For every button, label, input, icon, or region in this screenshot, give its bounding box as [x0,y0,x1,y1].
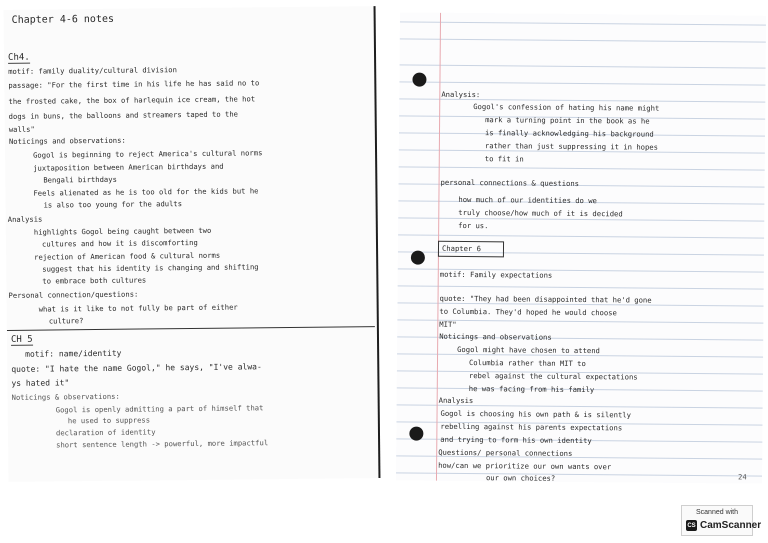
ch5-analysis-item: to fit in [484,154,524,164]
ch5-noticing-item: he used to suppress [67,415,151,426]
ch6-noticings-heading: Noticings and observations [439,331,552,342]
ch5-motif: motif: name/identity [25,348,122,359]
ch5-analysis-item: rather than just suppressing it in hopes [484,141,659,152]
ch6-questions-heading: Questions/ personal connections [438,447,573,458]
binder-hole [411,251,425,265]
page-number: 24 [737,472,747,482]
personal-item: truly choose/how much of it is decided [458,207,623,219]
ch4-personal-heading: Personal connection/questions: [8,289,139,300]
ch4-analysis-item: highlights Gogol being caught between two [33,225,212,237]
ch4-noticings-heading: Noticings and observations: [8,135,126,146]
camscanner-name: CamScanner [700,520,762,531]
ch6-question-item: our own choices? [485,473,556,483]
personal-heading: personal connections & questions [440,177,580,188]
right-notebook-page [396,12,766,483]
section-divider [7,326,375,331]
ch4-analysis-item: to embrace both cultures [42,275,147,286]
personal-item: for us. [458,220,489,231]
left-notebook-page [4,6,381,482]
ch4-motif: motif: family duality/cultural division [8,65,177,76]
ch6-noticing-item: Columbia rather than MIT to [468,358,586,369]
ch5-quote-line: ys hated it" [11,378,70,388]
ch4-passage-line: the frosted cake, the box of harlequin ice cream, the hot [8,94,256,106]
ch5-noticing-item: short sentence length -> powerful, more impactful [56,438,269,450]
ch6-quote-line: MIT" [439,319,457,329]
scanner-badge [681,505,762,536]
ch4-personal-item: what is it like to not fully be part of either [38,302,238,314]
ch6-analysis-item: rebelling against his parents expectations [440,421,623,433]
ch6-heading: Chapter 6 [441,243,481,254]
ch4-analysis-heading: Analysis [7,214,43,224]
ch6-noticing-item: rebel against the cultural expectations [468,371,638,382]
ch6-analysis-item: Gogol is choosing his own path & is silently [440,408,631,420]
ch6-question-item: how/can we prioritize our own wants over [438,460,612,472]
ch5-noticings-heading: Noticings & observations: [11,391,120,402]
ch4-noticing-item: Gogol is beginning to reject America's cultural norms [33,148,263,160]
scanned-with-label: Scanned with [695,509,739,516]
ch5-analysis-item: mark a turning point in the book as he [485,115,650,126]
ch6-noticing-item: he was facing from his family [468,384,595,395]
ch6-quote-line: to Columbia. They'd hoped he would choose [439,306,617,318]
ch6-quote-line: quote: "They had been disappointed that he'd gone [439,293,652,305]
ch6-noticing-item: Gogol might have chosen to attend [457,344,600,356]
ch5-quote-line: quote: "I hate the name Gogol," he says, "I've alwa- [11,362,262,374]
ch4-noticing-item: Feels alienated as he is too old for the kids but he [33,186,259,198]
ch4-heading: Ch4. [7,52,30,63]
ch4-analysis-item: cultures and how it is discomforting [41,237,198,249]
ch4-passage-line: dogs in buns, the balloons and streamers taped to the [8,109,239,121]
ch5-heading: CH 5 [10,334,33,345]
ch5-analysis-item: is finally acknowledging his background [484,128,654,139]
ch4-passage-line: passage: "For the first time in his life he has said no to [8,78,260,90]
ch6-motif: motif: Family expectations [439,269,553,280]
ch6-analysis-heading: Analysis [438,395,474,406]
ch4-analysis-item: suggest that his identity is changing and shifting [42,262,259,274]
ch4-noticing-item: Bengali birthdays [43,174,117,185]
ch5-analysis-heading: Analysis: [441,89,481,100]
ch4-personal-item: culture? [48,316,84,326]
ch6-analysis-item: and trying to form his own identity [440,434,592,446]
ch4-noticing-item: is also too young for the adults [43,199,183,210]
ch4-noticing-item: juxtaposition between American birthdays and [33,161,224,173]
ch4-analysis-item: rejection of American food & cultural norms [34,250,221,262]
personal-item: how much of our identities do we [458,194,597,206]
ch5-noticing-item: declaration of identity [55,427,156,438]
binder-hole [409,427,423,441]
ch4-passage-line: walls" [8,124,35,134]
binder-hole [412,73,426,87]
ch5-noticing-item: Gogol is openly admitting a part of himself that [55,403,264,415]
ch5-analysis-item: Gogol's confession of hating his name might [473,102,660,113]
notes-title: Chapter 4-6 notes [11,13,115,26]
camscanner-logo-icon: CS [686,520,697,531]
